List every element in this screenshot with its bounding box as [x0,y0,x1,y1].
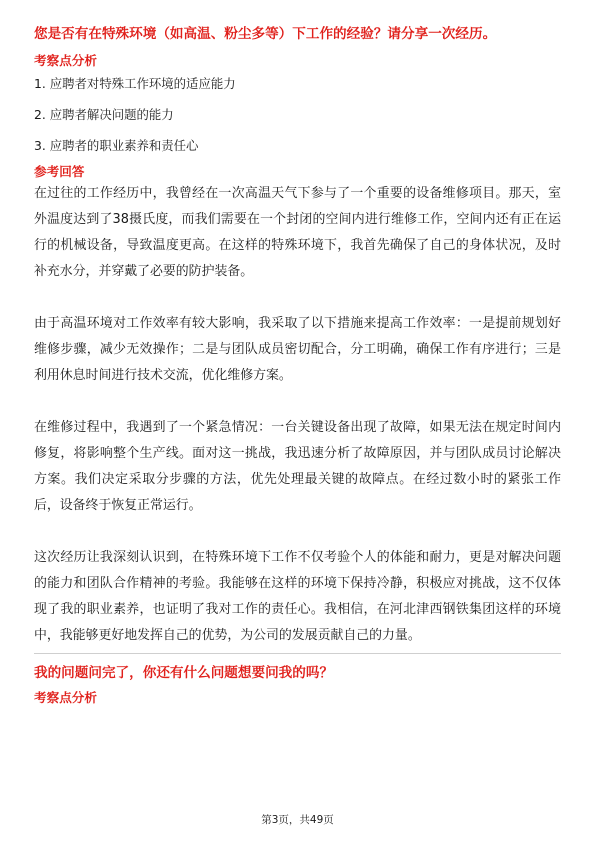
analysis-heading: 考察点分析 [34,53,97,68]
page-content [34,24,561,707]
answer-paragraph: 在维修过程中，我遇到了一个紧急情况：一台关键设备出现了故障，如果无法在规定时间内修复，将影响整个生产线。面对这一挑战，我迅速分析了故障原因，并与团队成员讨论解决方案。我们决定采取分步骤的方法，优先处理最关键的故障点。在经过数小时的紧张工作后，设备终于恢复正常运行。 [34,420,561,513]
analysis-point: 2. 应聘者解决问题的能力 [34,107,174,122]
question-title: 您是否有在特殊环境（如高温、粉尘多等）下工作的经验？请分享一次经历。 [34,26,497,42]
next-analysis-heading: 考察点分析 [34,690,97,705]
answer-heading: 参考回答 [34,164,85,179]
answer-paragraph: 由于高温环境对工作效率有较大影响，我采取了以下措施来提高工作效率：一是提前规划好维修步骤，减少无效操作；二是与团队成员密切配合，分工明确，确保工作有序进行；三是利用休息时间进行技术交流，优化维修方案。 [34,316,561,383]
analysis-points-list [34,74,561,156]
analysis-point: 3. 应聘者的职业素养和责任心 [34,138,199,153]
analysis-point: 1. 应聘者对特殊工作环境的适应能力 [34,76,236,91]
section-divider [34,653,561,654]
answer-paragraph: 这次经历让我深刻认识到，在特殊环境下工作不仅考验个人的体能和耐力，更是对解决问题的能力和团队合作精神的考验。我能够在这样的环境下保持冷静，积极应对挑战，这不仅体现了我的职业素养，也证明了我对工作的责任心。我相信，在河北津西钢铁集团这样的环境中，我能够更好地发挥自己的优势，为公司的发展贡献自己的力量。 [34,550,561,643]
answer-paragraph: 在过往的工作经历中，我曾经在一次高温天气下参与了一个重要的设备维修项目。那天，室外温度达到了38摄氏度，而我们需要在一个封闭的空间内进行维修工作，空间内还有正在运行的机械设备，导致温度更高。在这样的特殊环境下，我首先确保了自己的身体状况，及时补充水分，并穿戴了必要的防护装备。 [34,186,561,279]
page-number-footer: 第3页，共49页 [261,814,334,826]
next-question-title: 我的问题问完了，你还有什么问题想要问我的吗？ [34,665,334,681]
